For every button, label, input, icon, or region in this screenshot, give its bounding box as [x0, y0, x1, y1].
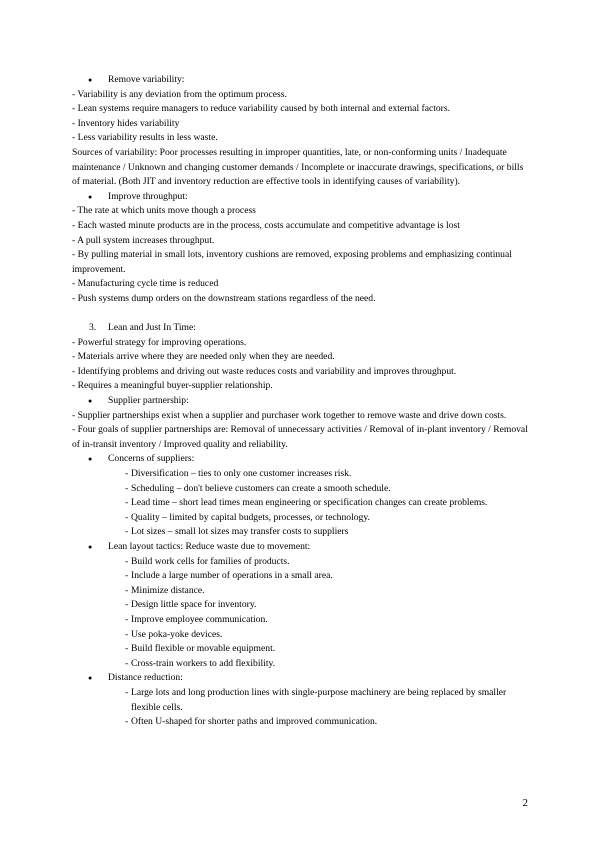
dash-item: - Large lots and long production lines with single-purpose machinery are being replaced by smaller flexible cells.: [72, 686, 528, 715]
dash-item: - Include a large number of operations in a small area.: [72, 569, 528, 584]
text-line: - Push systems dump orders on the downstream stations regardless of the need.: [72, 292, 376, 304]
text-line: - Each wasted minute products are in the process, costs accumulate and competitive advantage is lost: [72, 219, 460, 231]
text-line: - Powerful strategy for improving operations.: [72, 336, 247, 348]
bullet-heading-distance: ● Distance reduction:: [72, 671, 528, 686]
text-line: - Variability is any deviation from the optimum process.: [72, 88, 287, 100]
dash-item: - Lead time – short lead times mean engineering or specification changes can create problems.: [72, 496, 528, 511]
text-line: - Identifying problems and driving out waste reduces costs and variability and improves throughput.: [72, 365, 457, 377]
page-number: 2: [522, 797, 528, 809]
heading-text: Lean and Just In Time:: [108, 322, 196, 334]
text-line: - A pull system increases throughput.: [72, 234, 215, 246]
document-body: [72, 73, 528, 730]
text-line: - By pulling material in small lots, inventory cushions are removed, exposing problems and emphasizing continual improvement.: [72, 249, 512, 275]
dash-item: - Often U-shaped for shorter paths and improved communication.: [72, 715, 528, 730]
dash-item: - Build work cells for families of products.: [72, 555, 528, 570]
dash-item: - Build flexible or movable equipment.: [72, 642, 528, 657]
heading-number: 3.: [89, 322, 97, 334]
dash-item: - Diversification – ties to only one customer increases risk.: [72, 467, 528, 482]
sources-paragraph: Sources of variability: Poor processes resulting in improper quantities, late, or non-conforming units / Inadequate maintenance / Unknown and changing customer demands / Incomplete or inaccurate drawings, specifications, or bills of material. (Both JIT and inventory reduction are effective tools in identifying causes of variability).: [72, 146, 524, 188]
spacer: [72, 307, 528, 322]
numbered-heading-lean-jit: [72, 321, 528, 336]
text-paragraph: - Supplier partnerships exist when a supplier and purchaser work together to remove waste and drive down costs.: [72, 409, 507, 421]
text-line: - Manufacturing cycle time is reduced: [72, 278, 219, 290]
dash-item: - Improve employee communication.: [72, 613, 528, 628]
bullet-heading-layout: ● Lean layout tactics: Reduce waste due to movement:: [72, 540, 528, 555]
text-line: - Requires a meaningful buyer-supplier relationship.: [72, 380, 273, 392]
text-line: - Less variability results in less waste.: [72, 132, 218, 144]
dash-item: - Minimize distance.: [72, 584, 528, 599]
text-line: - Inventory hides variability: [72, 117, 180, 129]
bullet-heading-variability: ● Remove variability:: [72, 73, 528, 88]
dash-item: - Use poka-yoke devices.: [72, 628, 528, 643]
bullet-heading-supplier: ● Supplier partnership:: [72, 394, 528, 409]
text-line: - Lean systems require managers to reduce variability caused by both internal and external factors.: [72, 103, 451, 115]
dash-item: - Scheduling – don't believe customers can create a smooth schedule.: [72, 482, 528, 497]
dash-item: - Lot sizes – small lot sizes may transfer costs to suppliers: [72, 525, 528, 540]
dash-item: - Quality – limited by capital budgets, processes, or technology.: [72, 511, 528, 526]
text-line: - Materials arrive where they are needed only when they are needed.: [72, 351, 335, 363]
bullet-heading-throughput: ● Improve throughput:: [72, 190, 528, 205]
dash-item: - Cross-train workers to add flexibility.: [72, 657, 528, 672]
bullet-heading-concerns: ● Concerns of suppliers:: [72, 452, 528, 467]
text-line: - The rate at which units move though a process: [72, 205, 256, 217]
dash-item: - Design little space for inventory.: [72, 598, 528, 613]
text-paragraph: - Four goals of supplier partnerships are: Removal of unnecessary activities / Removal of in-plant inventory / Removal of in-transit inventory / Improved quality and reliability.: [72, 424, 528, 450]
